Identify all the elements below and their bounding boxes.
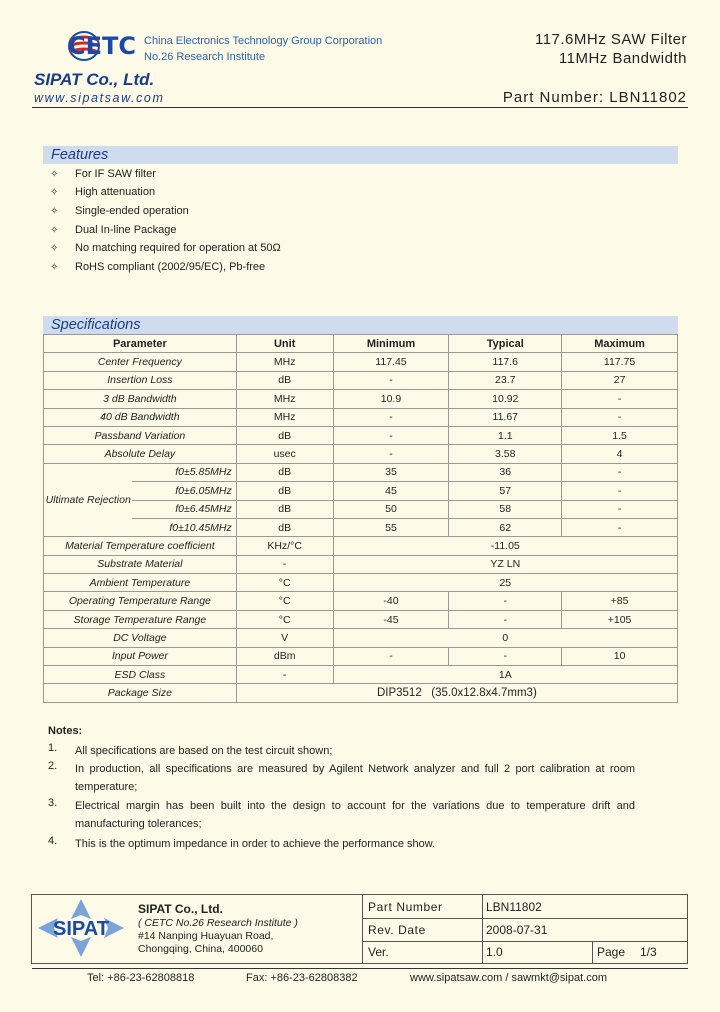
footer-fax: Fax: +86-23-62808382: [246, 972, 358, 984]
table-row: DC Voltage V 0: [44, 629, 678, 647]
note-item: 3. Electrical margin has been built into the design to account for the variations due to temperature drift and manufacturing tolerances;: [48, 797, 635, 830]
table-row: Absolute Delay usec - 3.58 4: [44, 445, 678, 463]
sipat-logo: [36, 897, 126, 959]
table-header-row: [44, 335, 678, 353]
bullet-icon: ✧: [50, 169, 59, 180]
feature-item: ✧ High attenuation: [50, 186, 156, 198]
product-title: 117.6MHz SAW Filter: [534, 31, 687, 48]
version-label: Ver.: [368, 945, 389, 959]
col-header: Parameter: [44, 335, 237, 353]
specifications-table: [43, 334, 678, 703]
features-heading: Features: [43, 146, 678, 164]
table-row: Ambient Temperature °C 25: [44, 574, 678, 592]
part-number-header: Part Number: LBN11802: [502, 89, 687, 106]
col-header: Minimum: [333, 335, 449, 353]
table-row: Ultimate Rejection f0±5.85MHz dB 35 36 -: [44, 463, 678, 481]
corp-name-line2: No.26 Research Institute: [144, 51, 266, 63]
feature-item: ✧ Single-ended operation: [50, 205, 189, 217]
rev-date-value: 2008-07-31: [486, 923, 548, 937]
note-item: 2. In production, all specifications are measured by Agilent Network analyzer and full 2 port calibration at room temperature;: [48, 760, 635, 793]
website-link[interactable]: www.sipatsaw.com: [34, 91, 165, 105]
table-row: f0±10.45MHz dB 55 62 -: [44, 518, 678, 536]
footer-tel: Tel: +86-23-62808818: [87, 972, 195, 984]
bullet-icon: ✧: [50, 225, 59, 236]
table-row: f0±6.05MHz dB 45 57 -: [44, 482, 678, 500]
header-divider: [32, 107, 688, 108]
feature-item: ✧ No matching required for operation at 50Ω: [50, 242, 281, 254]
version-value: 1.0: [486, 945, 503, 959]
rejection-label: Ultimate Rejection: [44, 463, 133, 537]
col-header: Maximum: [562, 335, 678, 353]
table-row: ESD Class - 1A: [44, 666, 678, 684]
bullet-icon: ✧: [50, 262, 59, 273]
feature-item: ✧ RoHS compliant (2002/95/EC), Pb-free: [50, 261, 266, 273]
feature-item: ✧ Dual In-line Package: [50, 224, 177, 236]
footer-company: SIPAT Co., Ltd.: [138, 902, 223, 916]
product-bandwidth: 11MHz Bandwidth: [558, 50, 687, 67]
notes-title: Notes:: [48, 725, 83, 737]
sipat-logo-text: SIPAT: [53, 918, 109, 940]
footer-box: [31, 894, 688, 964]
feature-item: ✧ For IF SAW filter: [50, 168, 156, 180]
table-row: Operating Temperature Range °C -40 - +85: [44, 592, 678, 610]
cetc-logo-text: CETC: [68, 32, 136, 60]
footer-divider: [32, 968, 688, 969]
table-row: Substrate Material - YZ LN: [44, 555, 678, 573]
col-header: Typical: [449, 335, 562, 353]
company-name: SIPAT Co., Ltd.: [34, 70, 155, 89]
bullet-icon: ✧: [50, 206, 59, 217]
table-row: Passband Variation dB - 1.1 1.5: [44, 426, 678, 444]
footer-addr1: ( CETC No.26 Research Institute ): [138, 917, 298, 929]
table-row: Insertion Loss dB - 23.7 27: [44, 371, 678, 389]
rev-date-label: Rev. Date: [368, 923, 426, 937]
note-item: 4. This is the optimum impedance in order to achieve the performance show.: [48, 835, 436, 850]
footer-addr2: #14 Nanping Huayuan Road,: [138, 930, 274, 942]
table-row: Input Power dBm - - 10: [44, 647, 678, 665]
table-row: 3 dB Bandwidth MHz 10.9 10.92 -: [44, 390, 678, 408]
part-number-label: Part Number: [368, 900, 443, 914]
part-number-value: LBN11802: [486, 900, 542, 914]
table-row: f0±6.45MHz dB 50 58 -: [44, 500, 678, 518]
bullet-icon: ✧: [50, 243, 59, 254]
bullet-icon: ✧: [50, 187, 59, 198]
page-label: Page: [597, 945, 626, 959]
corp-name-line1: China Electronics Technology Group Corporation: [144, 35, 383, 47]
table-row: 40 dB Bandwidth MHz - 11.67 -: [44, 408, 678, 426]
table-row: Storage Temperature Range °C -45 - +105: [44, 610, 678, 628]
specifications-heading: Specifications: [43, 316, 678, 334]
page-value: 1/3: [640, 945, 657, 959]
col-header: Unit: [236, 335, 333, 353]
table-row: Center Frequency MHz 117.45 117.6 117.75: [44, 353, 678, 371]
footer-web-email[interactable]: www.sipatsaw.com / sawmkt@sipat.com: [410, 972, 607, 984]
table-row: Material Temperature coefficient KHz/°C -11.05: [44, 537, 678, 555]
footer-addr3: Chongqing, China, 400060: [138, 943, 263, 955]
table-row: Package Size DIP3512 (35.0x12.8x4.7mm3): [44, 684, 678, 702]
note-item: 1. All specifications are based on the test circuit shown;: [48, 742, 333, 757]
